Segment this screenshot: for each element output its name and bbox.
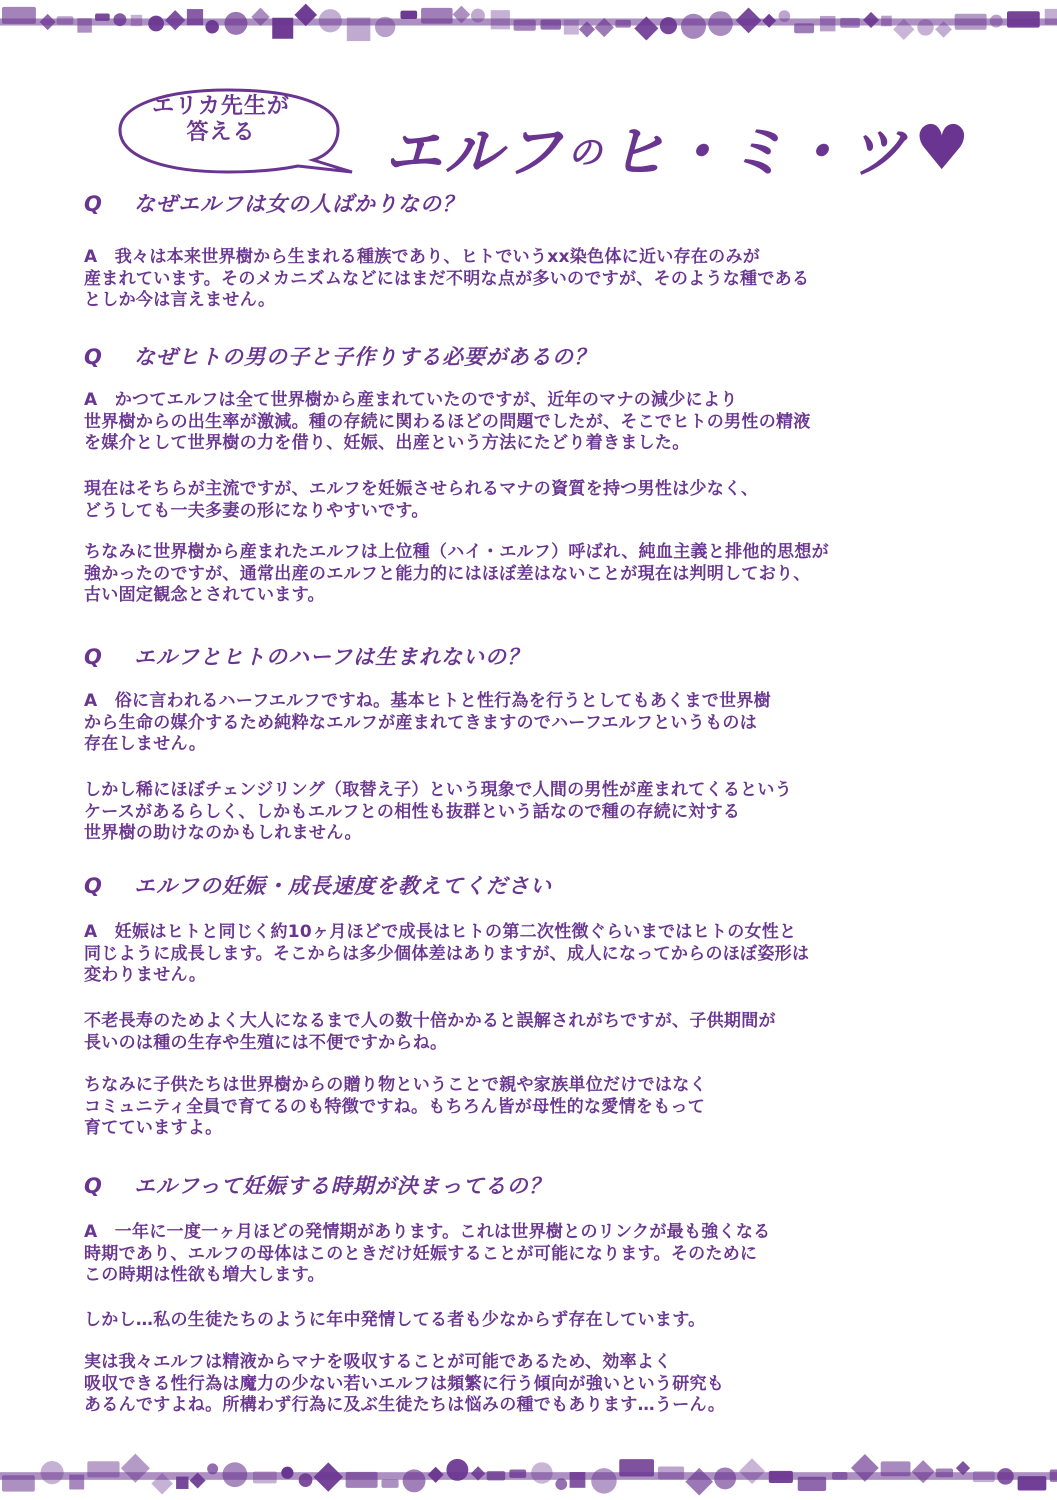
- border-ornament: [936, 1469, 953, 1478]
- q-mark: Q: [84, 645, 103, 669]
- question-3: [84, 641, 529, 671]
- question-1: [84, 188, 464, 218]
- border-ornament: [375, 17, 395, 37]
- border-ornament: [400, 11, 417, 19]
- text-line: を媒介として世界樹の力を借り、妊娠、出産という方法にたどり着きました。: [84, 433, 690, 453]
- text-line: 産まれています。そのメカニズムなどにはまだ不明な点が多いのですが、そのような種である: [84, 268, 810, 289]
- border-ornament: [955, 14, 987, 30]
- border-ornament: [570, 1472, 586, 1488]
- border-ornament: [685, 1468, 713, 1496]
- question-2: [84, 341, 596, 371]
- border-ornament: [381, 1479, 398, 1488]
- q-mark: Q: [84, 345, 103, 369]
- border-ornament: [658, 1466, 684, 1479]
- text-line: から生命の媒介するため純粋なエルフが産まれてきますのでハーフエルフというものは: [84, 712, 757, 733]
- border-ornament: [1050, 1469, 1057, 1481]
- border-ornament: [863, 12, 879, 28]
- border-ornament: [832, 1472, 847, 1480]
- text-line: 時期であり、エルフの母体はこのときだけ妊娠することが可能になります。そのために: [84, 1243, 758, 1264]
- border-ornament: [1007, 11, 1040, 27]
- border-ornament: [769, 1471, 793, 1483]
- border-ornament: [840, 18, 860, 28]
- border-ornament: [299, 1473, 313, 1487]
- border-ornament: [736, 8, 762, 34]
- text-line: しかし稀にほぼチェンジリング（取替え子）という現象で人間の男性が産まれてくるという: [84, 780, 793, 800]
- border-ornament: [681, 14, 706, 39]
- border-ornament: [555, 1478, 567, 1490]
- border-ornament: [509, 1470, 526, 1478]
- q-mark: Q: [84, 192, 103, 216]
- text-line: 長いのは種の生存や生殖には不便ですからね。: [84, 1032, 448, 1053]
- title-no: の: [568, 133, 605, 173]
- answer-2-paragraph-3: [84, 542, 974, 607]
- top-decorative-border: [0, 0, 1057, 44]
- border-ornament: [798, 1477, 826, 1491]
- border-ornament: [660, 17, 677, 34]
- answer-5-paragraph-2: [84, 1310, 974, 1332]
- border-ornament: [762, 14, 776, 28]
- text-line: としか今は言えません。: [84, 290, 276, 310]
- title-secret: ヒ・ミ・ツ: [608, 118, 909, 186]
- border-ornament: [403, 1469, 426, 1492]
- border-ornament: [779, 10, 791, 22]
- border-ornament: [739, 1458, 765, 1484]
- border-ornament: [446, 1459, 468, 1481]
- text-line: 同じように成長します。そこからは多少個体差はありますが、成人になってからのほぼ姿形は: [84, 943, 810, 964]
- question-5: [84, 1170, 551, 1200]
- border-ornament: [222, 1462, 247, 1487]
- question-text: なぜエルフは女の人ばかりなの？: [134, 192, 464, 216]
- border-ornament: [41, 1461, 64, 1484]
- border-ornament: [564, 20, 579, 35]
- question-text: なぜヒトの男の子と子作りする必要があるの？: [134, 345, 596, 369]
- border-ornament: [541, 19, 561, 29]
- border-ornament: [997, 1468, 1014, 1485]
- answer-4-paragraph-2: [84, 1011, 974, 1054]
- text-line: A 妊娠はヒトと同じく約10ヶ月ほどで成長はヒトの第二次性徴ぐらいまではヒトの女性と: [84, 922, 797, 942]
- text-line: 強かったのですが、通常出産のエルフと能力的にはほぼ差はないことが現在は判明しており、: [84, 563, 811, 584]
- text-line: あるんですよね。所構わず行為に及ぶ生徒たちは悩みの種でもあります…うーん。: [84, 1395, 726, 1415]
- border-ornament: [77, 18, 91, 32]
- border-ornament: [113, 13, 126, 26]
- border-ornament: [820, 16, 835, 31]
- text-line: この時期は性欲も増大します。: [84, 1265, 325, 1285]
- border-ornament: [346, 1472, 378, 1488]
- border-ornament: [514, 20, 536, 31]
- border-ornament: [491, 10, 510, 29]
- text-line: どうしても一夫多妻の形になりやすいです。: [84, 500, 429, 521]
- answer-4-paragraph-3: [84, 1075, 974, 1140]
- border-ornament: [176, 1477, 188, 1489]
- border-ornament: [131, 15, 142, 26]
- text-line: A 一年に一度一ヶ月ほどの発情期があります。これは世界樹とのリンクが最も強くなる: [84, 1222, 771, 1242]
- border-ornament: [87, 1461, 119, 1477]
- text-line: ちなみに世界樹から産まれたエルフは上位種（ハイ・エルフ）呼ばれ、純血主義と排他的思想が: [84, 542, 829, 562]
- border-ornament: [40, 14, 56, 30]
- answer-4-paragraph-1: [84, 922, 974, 987]
- title-main: エルフ: [384, 118, 565, 186]
- question-text: エルフの妊娠・成長速度を教えてください: [134, 874, 552, 898]
- border-ornament: [2, 1475, 35, 1491]
- border-ornament: [1045, 9, 1057, 25]
- border-ornament: [421, 8, 452, 24]
- border-ornament: [224, 12, 247, 35]
- border-ornament: [881, 1461, 911, 1476]
- border-ornament: [1018, 1476, 1047, 1490]
- text-line: 存在しません。: [84, 734, 207, 754]
- border-ornament: [487, 1471, 506, 1480]
- bubble-line-2: 答える: [186, 120, 256, 145]
- border-ornament: [619, 1459, 654, 1476]
- border-ornament: [347, 18, 371, 42]
- border-ornament: [314, 1462, 343, 1491]
- border-ornament: [471, 9, 485, 23]
- border-ornament: [615, 20, 631, 28]
- border-ornament: [2, 7, 36, 24]
- text-line: ちなみに子供たちは世界樹からの贈り物ということで親や家族単位だけではなく: [84, 1075, 707, 1095]
- question-text: エルフって妊娠する時期が決まってるの？: [134, 1174, 551, 1198]
- text-line: 変わりません。: [84, 965, 207, 985]
- border-ornament: [281, 1467, 293, 1479]
- text-line: ケースがあるらしく、しかもエルフとの相性も抜群という話なので種の存続に対する: [84, 801, 741, 822]
- text-line: A 俗に言われるハーフエルフですね。基本ヒトと性行為を行うとしてもあくまで世界樹: [84, 691, 771, 711]
- border-ornament: [794, 23, 814, 33]
- text-line: 実は我々エルフは精液からマナを吸収することが可能であるため、効率よく: [84, 1352, 672, 1372]
- text-line: しかし…私の生徒たちのように年中発情してる者も少なからず存在しています。: [84, 1310, 706, 1330]
- bottom-decorative-border: [0, 1452, 1057, 1500]
- answer-3-paragraph-2: [84, 780, 974, 845]
- text-line: 古い固定観念とされています。: [84, 585, 325, 605]
- border-ornament: [917, 19, 933, 35]
- answer-5-paragraph-3: [84, 1352, 974, 1417]
- border-ornament: [714, 1467, 736, 1489]
- page-title: [384, 110, 972, 186]
- border-ornament: [165, 10, 185, 30]
- border-ornament: [253, 1471, 277, 1483]
- text-line: A かつてエルフは全て世界樹から産まれていたのですが、近年のマナの減少により: [84, 390, 738, 410]
- border-ornament: [205, 20, 219, 34]
- answer-5-paragraph-1: [84, 1222, 974, 1287]
- text-line: 吸収できる性行為は魔力の少ない若いエルフは頻繁に行う傾向が強いという研究も: [84, 1373, 725, 1394]
- heart-icon: ♥: [914, 110, 972, 184]
- text-line: 世界樹からの出生率が激減。種の存続に関わるほどの問題でしたが、そこでヒトの男性の精液: [84, 411, 811, 432]
- border-ornament: [319, 9, 342, 32]
- border-ornament: [428, 1467, 444, 1483]
- border-ornament: [148, 16, 164, 32]
- answer-2-paragraph-1: [84, 390, 974, 455]
- border-ornament: [69, 1475, 84, 1490]
- text-line: 不老長寿のためよく大人になるまで人の数十倍かかると誤解されがちですが、子供期間が: [84, 1011, 776, 1031]
- border-ornament: [95, 14, 110, 21]
- text-line: 現在はそちらが主流ですが、エルフを妊娠させられるマナの資質を持つ男性は少なく、: [84, 479, 759, 499]
- bubble-text: [108, 94, 334, 146]
- answer-2-paragraph-2: [84, 479, 974, 522]
- border-ornament: [207, 1463, 218, 1474]
- bubble-line-1: エリカ先生が: [152, 94, 290, 119]
- q-mark: Q: [84, 874, 103, 898]
- text-line: 育てていますよ。: [84, 1118, 223, 1138]
- question-4: [84, 870, 552, 900]
- border-ornament: [272, 18, 293, 39]
- text-line: コミュニティ全員で育てるのも特徴ですね。もちろん皆が母性的な愛情をもって: [84, 1096, 706, 1117]
- answer-1-paragraph-1: [84, 247, 974, 312]
- border-ornament: [57, 16, 74, 24]
- border-ornament: [990, 15, 1003, 28]
- border-ornament: [531, 1462, 553, 1484]
- text-line: 世界樹の助けなのかもしれません。: [84, 823, 362, 843]
- text-line: A 我々は本来世界樹から生まれる種族であり、ヒトでいうxx染色体に近い存在のみが: [84, 247, 761, 267]
- border-ornament: [591, 1468, 616, 1493]
- border-ornament: [973, 1471, 995, 1482]
- answer-3-paragraph-1: [84, 691, 974, 756]
- question-text: エルフとヒトのハーフは生まれないの？: [134, 645, 529, 669]
- q-mark: Q: [84, 1174, 103, 1198]
- border-ornament: [187, 9, 203, 25]
- border-ornament: [881, 16, 892, 27]
- border-ornament: [708, 11, 733, 36]
